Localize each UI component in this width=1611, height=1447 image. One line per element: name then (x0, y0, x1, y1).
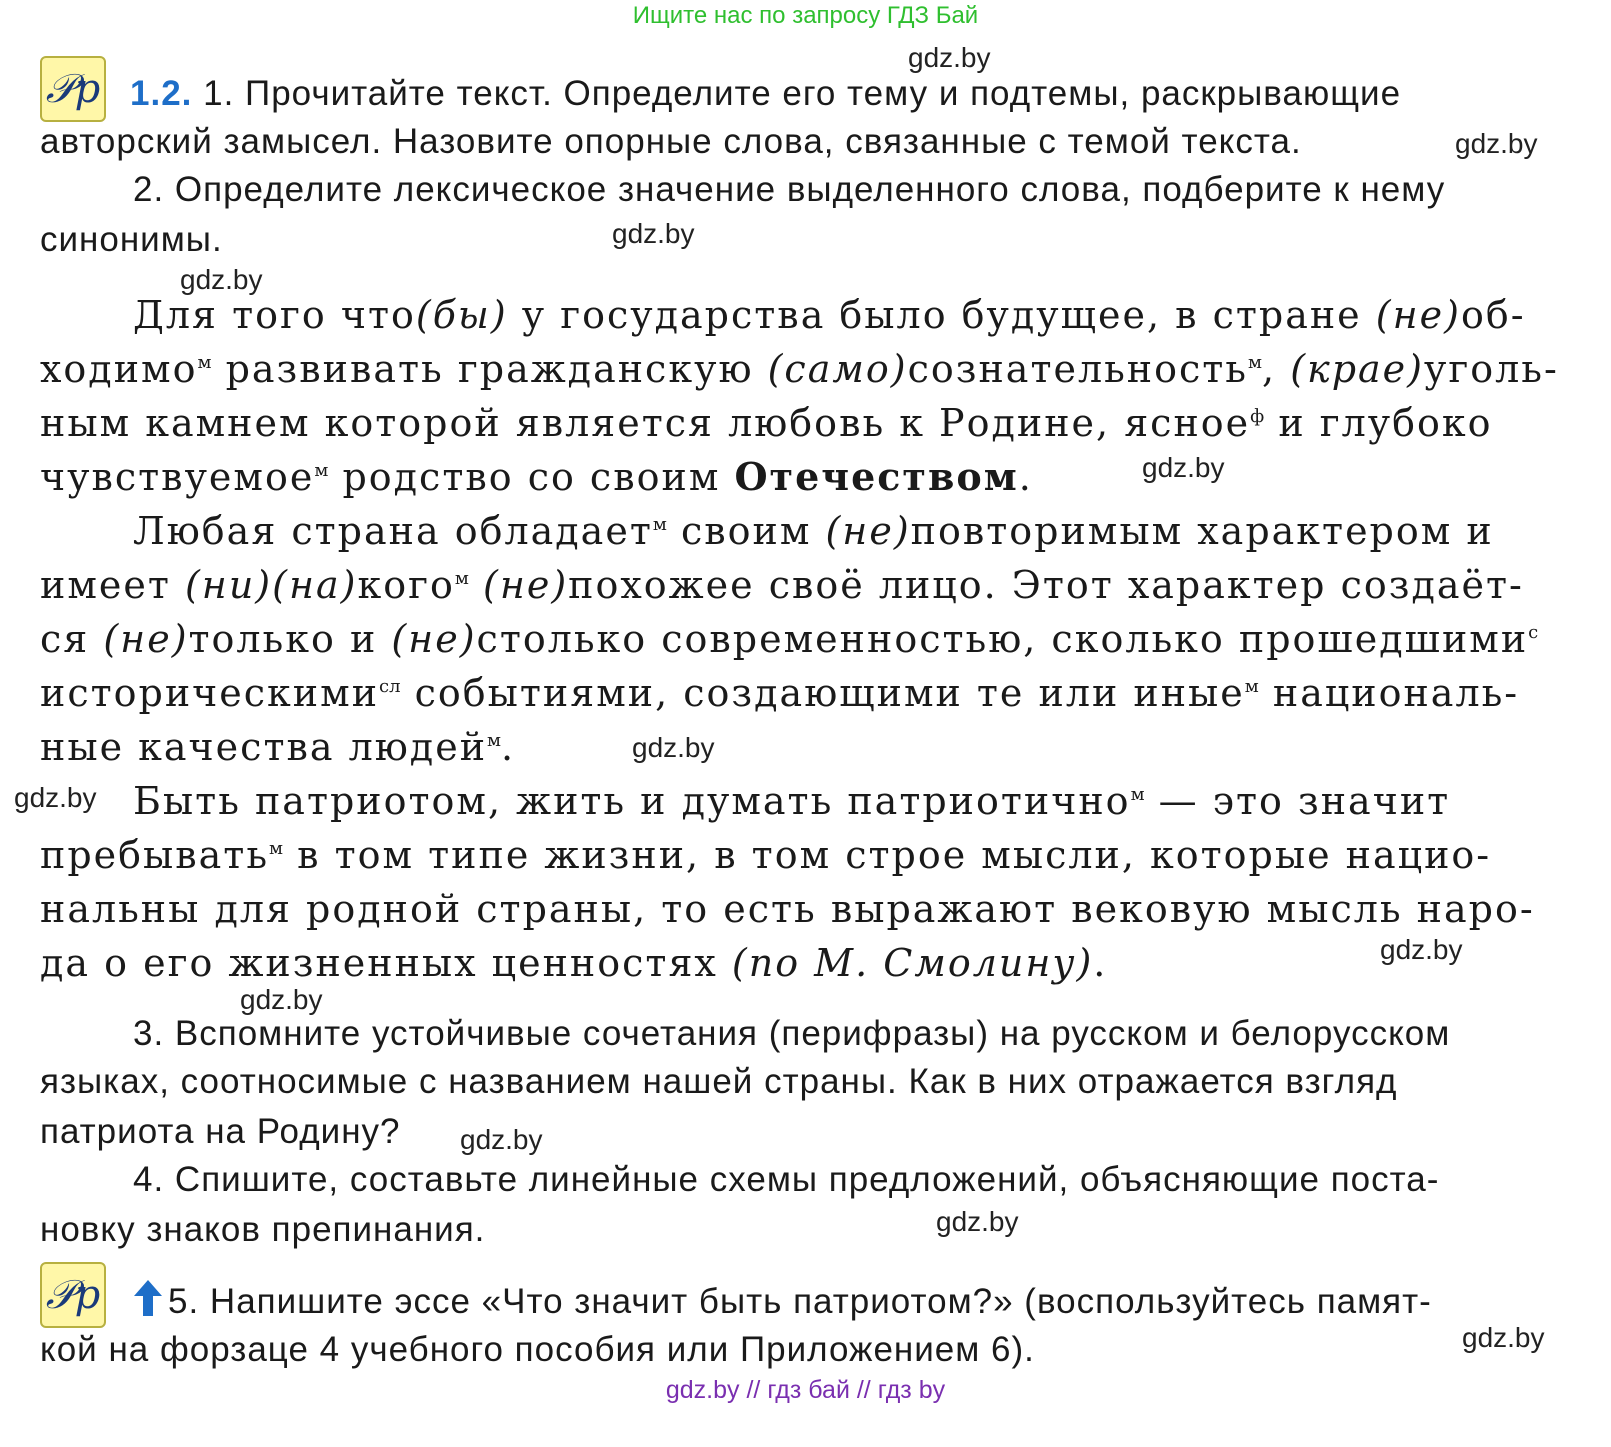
text-p2-line-5: ные качества людей$^м$. (40, 725, 516, 769)
watermark: gdz.by (908, 42, 991, 73)
task-1-line-2: авторский замысел. Назовите опорные слова, связанные с темой текста. (40, 122, 1302, 161)
watermark: gdz.by (632, 732, 715, 763)
task-3-line-1: 3. Вспомните устойчивые сочетания (перифразы) на русском и белорусском (133, 1014, 1451, 1053)
watermark: gdz.by (936, 1206, 1019, 1237)
text-p1-line-2: ходимо$^м$ развивать гражданскую (само)сознательность$^м$, (крае)уголь- (40, 347, 1559, 391)
text-p2-line-4: историческими$^{сл}$ событиями, создающими те или иные$^м$ националь- (40, 671, 1520, 715)
bottom-banner: gdz.by // гдз бай // гдз by (665, 1376, 946, 1404)
text-p1-line-3: ным камнем которой является любовь к Родине, ясное$^ф$ и глубоко (40, 401, 1493, 445)
task-5-line-1: 5. Напишите эссе «Что значит быть патриотом?» (воспользуйтесь памят- (168, 1282, 1432, 1321)
watermark: gdz.by (180, 264, 263, 295)
watermark: gdz.by (1455, 128, 1538, 159)
text-p2-line-2: имеет (ни)(на)кого$^м$ (не)похожее своё лицо. Этот характер создаёт- (40, 563, 1524, 607)
task-4-line-2: новку знаков препинания. (40, 1210, 486, 1249)
watermark: gdz.by (1380, 934, 1463, 965)
task-3-line-2: языках, соотносимые с названием нашей страны. Как в них отражается взгляд (40, 1062, 1398, 1101)
text-p3-line-3: нальны для родной страны, то есть выражают вековую мысль наро- (40, 887, 1535, 931)
task-2-line-2: синонимы. (40, 220, 223, 259)
task-1-line-1: 1.2. 1. Прочитайте текст. Определите его тему и подтемы, раскрывающие (130, 74, 1402, 113)
task-3-line-3: патриота на Родину? (40, 1112, 401, 1151)
watermark: gdz.by (1462, 1322, 1545, 1353)
highlighted-word: Отечеством (734, 454, 1019, 499)
text-p3-line-1: Быть патриотом, жить и думать патриотично$^м$ — это значит (133, 779, 1451, 823)
text-p1-line-4: чувствуемое$^м$ родство со своим Отечеством. (40, 454, 1033, 499)
watermark: gdz.by (240, 984, 323, 1015)
pr-rhetoric-icon: 𝒫p (40, 56, 106, 122)
text-p3-line-2: пребывать$^м$ в том типе жизни, в том строе мысли, которые нацио- (40, 833, 1492, 877)
text-p2-line-3: ся (не)только и (не)столько современностью, сколько прошедшими$^с$ (40, 617, 1539, 661)
watermark: gdz.by (460, 1124, 543, 1155)
task-number: 1.2. (130, 74, 193, 113)
watermark: gdz.by (14, 782, 97, 813)
task-5-line-2: кой на форзаце 4 учебного пособия или Приложением 6). (40, 1330, 1035, 1369)
watermark: gdz.by (1142, 452, 1225, 483)
watermark: gdz.by (612, 218, 695, 249)
task-4-line-1: 4. Спишите, составьте линейные схемы предложений, объясняющие поста- (133, 1160, 1440, 1199)
text-p1-line-1: Для того что(бы) у государства было будущее, в стране (не)об- (133, 293, 1526, 337)
task-2-line-1: 2. Определите лексическое значение выделенного слова, подберите к нему (133, 170, 1446, 209)
text-p3-line-4: да о его жизненных ценностях (по М. Смолину). (40, 941, 1108, 985)
top-banner: Ищите нас по запросу ГДЗ Бай (632, 2, 979, 29)
pr-rhetoric-icon: 𝒫p (40, 1262, 106, 1328)
source-attribution: (по М. Смолину) (731, 941, 1094, 985)
text-p2-line-1: Любая страна обладает$^м$ своим (не)повторимым характером и (133, 509, 1494, 553)
up-arrow-icon (134, 1280, 162, 1316)
